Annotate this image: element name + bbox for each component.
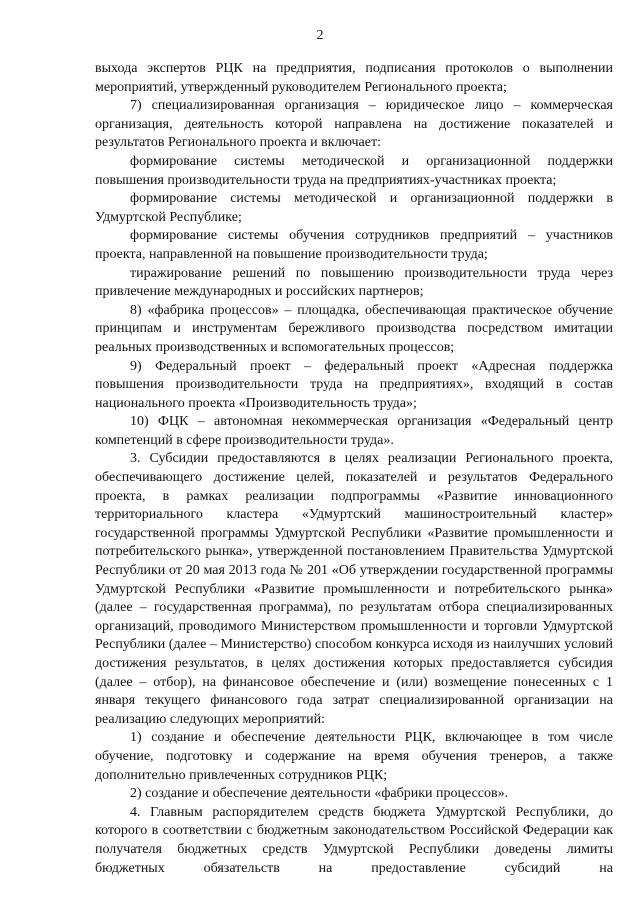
paragraph: 4. Главным распорядителем средств бюджета Удмуртской Республики, до которого в соответствии с бюджетным законодательством Российской Федерации как получателя бюджетных средств Удмуртской Республики доведены лимиты бюджетных обязательств на предоставление субсидий на [95, 804, 613, 876]
page-number: 2 [316, 28, 324, 43]
paragraph: формирование системы обучения сотрудников предприятий – участников проекта, направленной на повышение производительности труда; [95, 228, 613, 262]
paragraph: 10) ФЦК – автономная некоммерческая организация «Федеральный центр компетенций в сфере производительности труда». [95, 414, 613, 448]
paragraph: 1) создание и обеспечение деятельности РЦК, включающее в том числе обучение, подготовку и содержание на время обучения тренеров, а также дополнительно привлеченных сотрудников РЦК; [95, 730, 613, 783]
paragraph: 8) «фабрика процессов» – площадка, обеспечивающая практическое обучение принципам и инструментам бережливого производства посредством имитации реальных производственных и вспомогательных процессов; [95, 302, 613, 355]
paragraph: 7) специализированная организация – юридическое лицо – коммерческая организация, деятельность которой направлена на достижение показателей и результатов Регионального проекта и включает: [95, 98, 613, 151]
paragraph: выхода экспертов РЦК на предприятия, подписания протоколов о выполнении мероприятий, утвержденный руководителем Регионального проекта; [95, 61, 613, 95]
document-body [95, 60, 613, 878]
paragraph: формирование системы методической и организационной поддержки повышения производительности труда на предприятиях-участниках проекта; [95, 153, 613, 188]
paragraph: 3. Субсидии предоставляются в целях реализации Регионального проекта, обеспечивающего достижение целей, показателей и результатов Федерального проекта, в рамках реализации подпрограммы «Развитие инновационного территориального кластера «Удмуртский машиностроительный кластер» государственной программы Удмуртской Республики «Развитие промышленности и потребительского рынка», утвержденной постановлением Правительства Удмуртской Республики от 20 мая 2013 года № 201 «Об утверждении государственной программы Удмуртской Республики «Развитие промышленности и потребительского рынка» (далее – государственная программа), по результатам отбора специализированных организаций, проводимого Министерством промышленности и торговли Удмуртской Республики (далее – Министерство) способом конкурса исходя из наилучших условий достижения результатов, в целях достижения которых предоставляется субсидия (далее – отбор), на финансовое обеспечение и (или) возмещение понесенных с 1 января текущего финансового года затрат специализированной организации на реализацию следующих мероприятий: [95, 451, 613, 727]
paragraph: 9) Федеральный проект – федеральный проект «Адресная поддержка повышения производительности труда на предприятиях», входящий в состав национального проекта «Производительность труда»; [95, 358, 613, 411]
paragraph: тиражирование решений по повышению производительности труда через привлечение международных и российских партнеров; [95, 265, 613, 300]
paragraph: 2) создание и обеспечение деятельности «фабрики процессов». [130, 786, 509, 802]
paragraph: формирование системы методической и организационной поддержки в Удмуртской Республике; [95, 191, 613, 225]
